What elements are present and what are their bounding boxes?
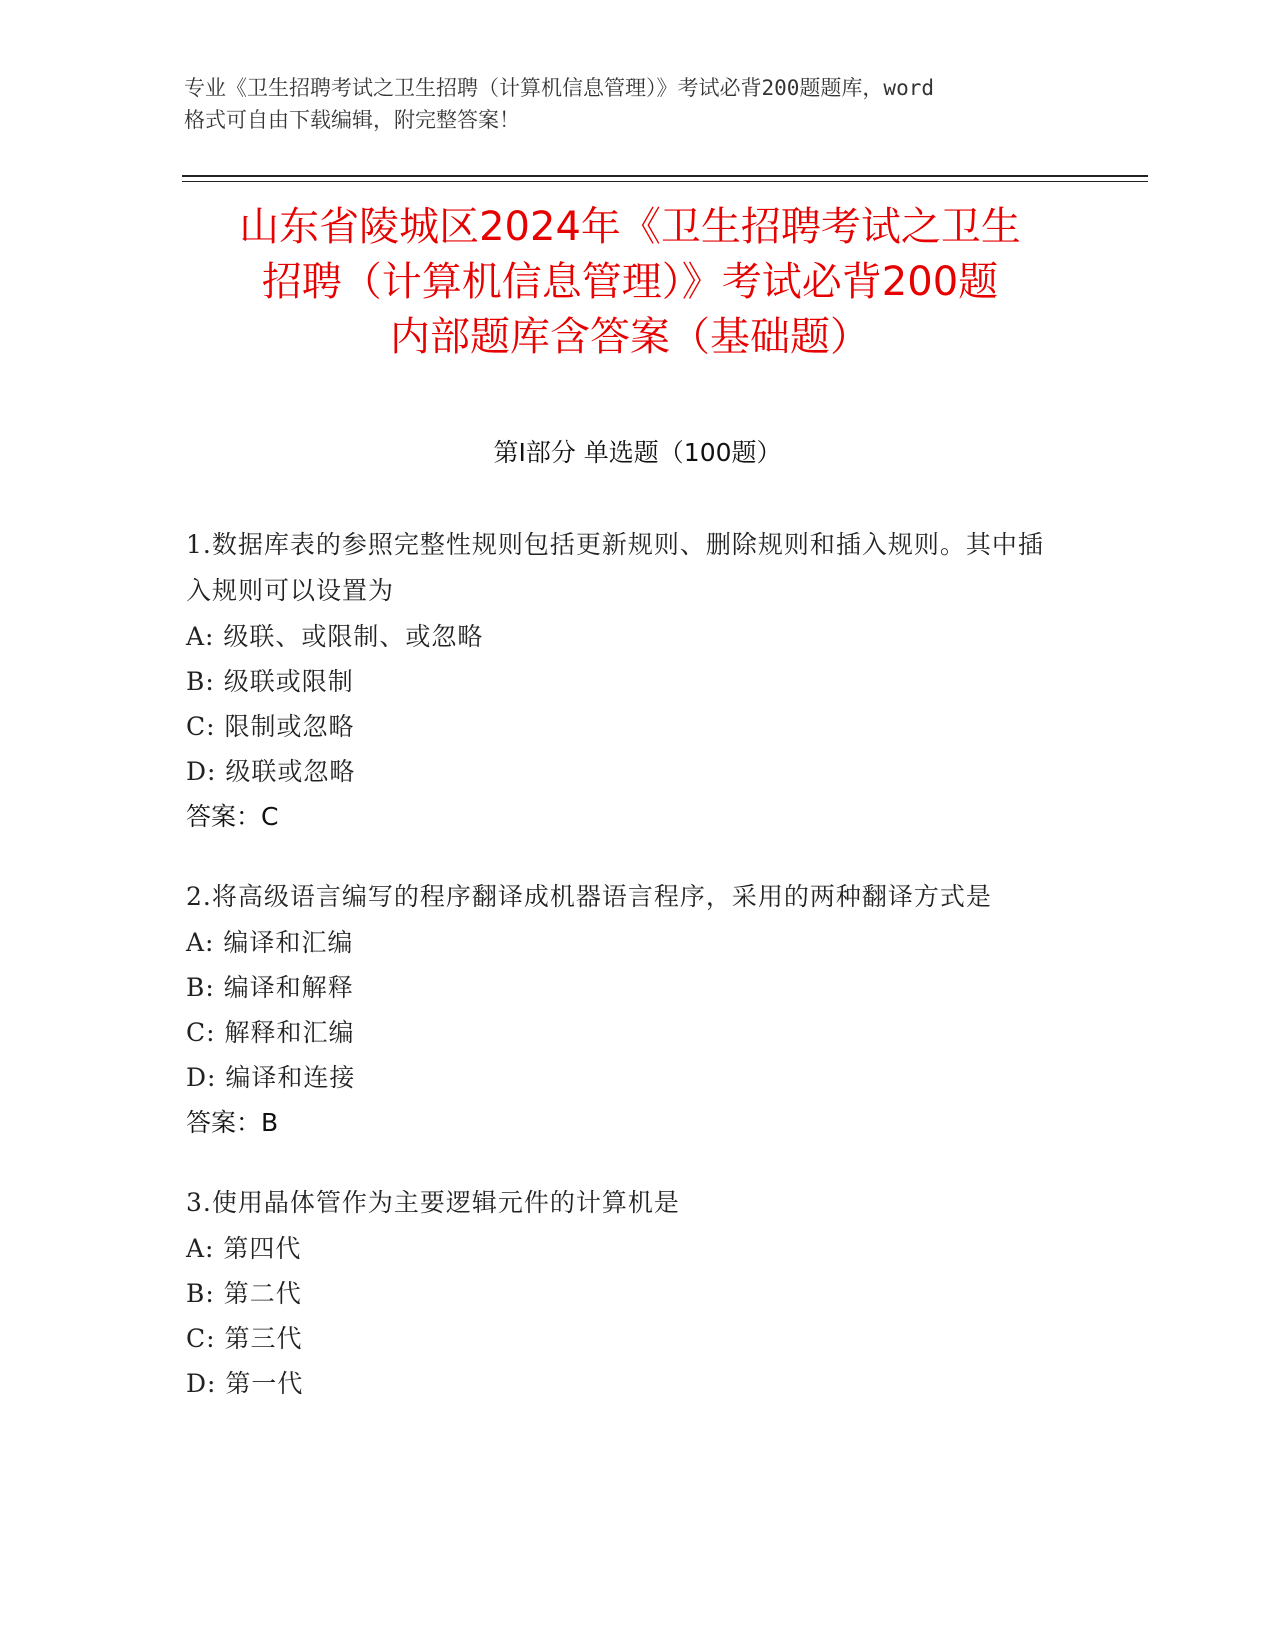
header-divider-thick [182,175,1148,177]
option-d: D: 级联或忽略 [186,757,356,786]
option-a: A: 编译和汇编 [186,928,354,957]
option-b: B: 级联或限制 [186,667,354,696]
option-b: B: 第二代 [186,1279,302,1308]
option-a: A: 级联、或限制、或忽略 [186,622,484,651]
answer: 答案：C [186,802,279,831]
question-1 [186,522,1066,840]
document-title [160,200,1100,365]
section-title: 第Ⅰ部分 单选题（100题） [493,438,782,467]
question-stem: 2.将高级语言编写的程序翻译成机器语言程序，采用的两种翻译方式是 [186,882,992,911]
document-title-line-3: 内部题库含答案（基础题） [390,314,870,360]
option-c: C: 解释和汇编 [186,1018,355,1047]
header-note [184,72,1084,136]
option-d: D: 编译和连接 [186,1063,356,1092]
header-note-line-2: 格式可自由下载编辑，附完整答案！ [184,108,520,132]
question-stem: 3.使用晶体管作为主要逻辑元件的计算机是 [186,1188,680,1217]
option-d: D: 第一代 [186,1369,304,1398]
question-list [186,522,1066,1440]
document-title-line-2: 招聘（计算机信息管理）》考试必背200题 [261,259,999,305]
option-c: C: 第三代 [186,1324,303,1353]
question-3 [186,1180,1066,1406]
option-b: B: 编译和解释 [186,973,354,1002]
question-2 [186,874,1066,1146]
header-divider-thin [182,181,1148,182]
answer: 答案：B [186,1108,279,1137]
question-stem: 1.数据库表的参照完整性规则包括更新规则、删除规则和插入规则。其中插入规则可以设置为 [186,530,1044,605]
document-title-line-1: 山东省陵城区2024年《卫生招聘考试之卫生 [239,204,1021,250]
header-note-line-1: 专业《卫生招聘考试之卫生招聘（计算机信息管理）》考试必背200题题库，word [184,76,934,100]
option-c: C: 限制或忽略 [186,712,355,741]
option-a: A: 第四代 [186,1234,302,1263]
